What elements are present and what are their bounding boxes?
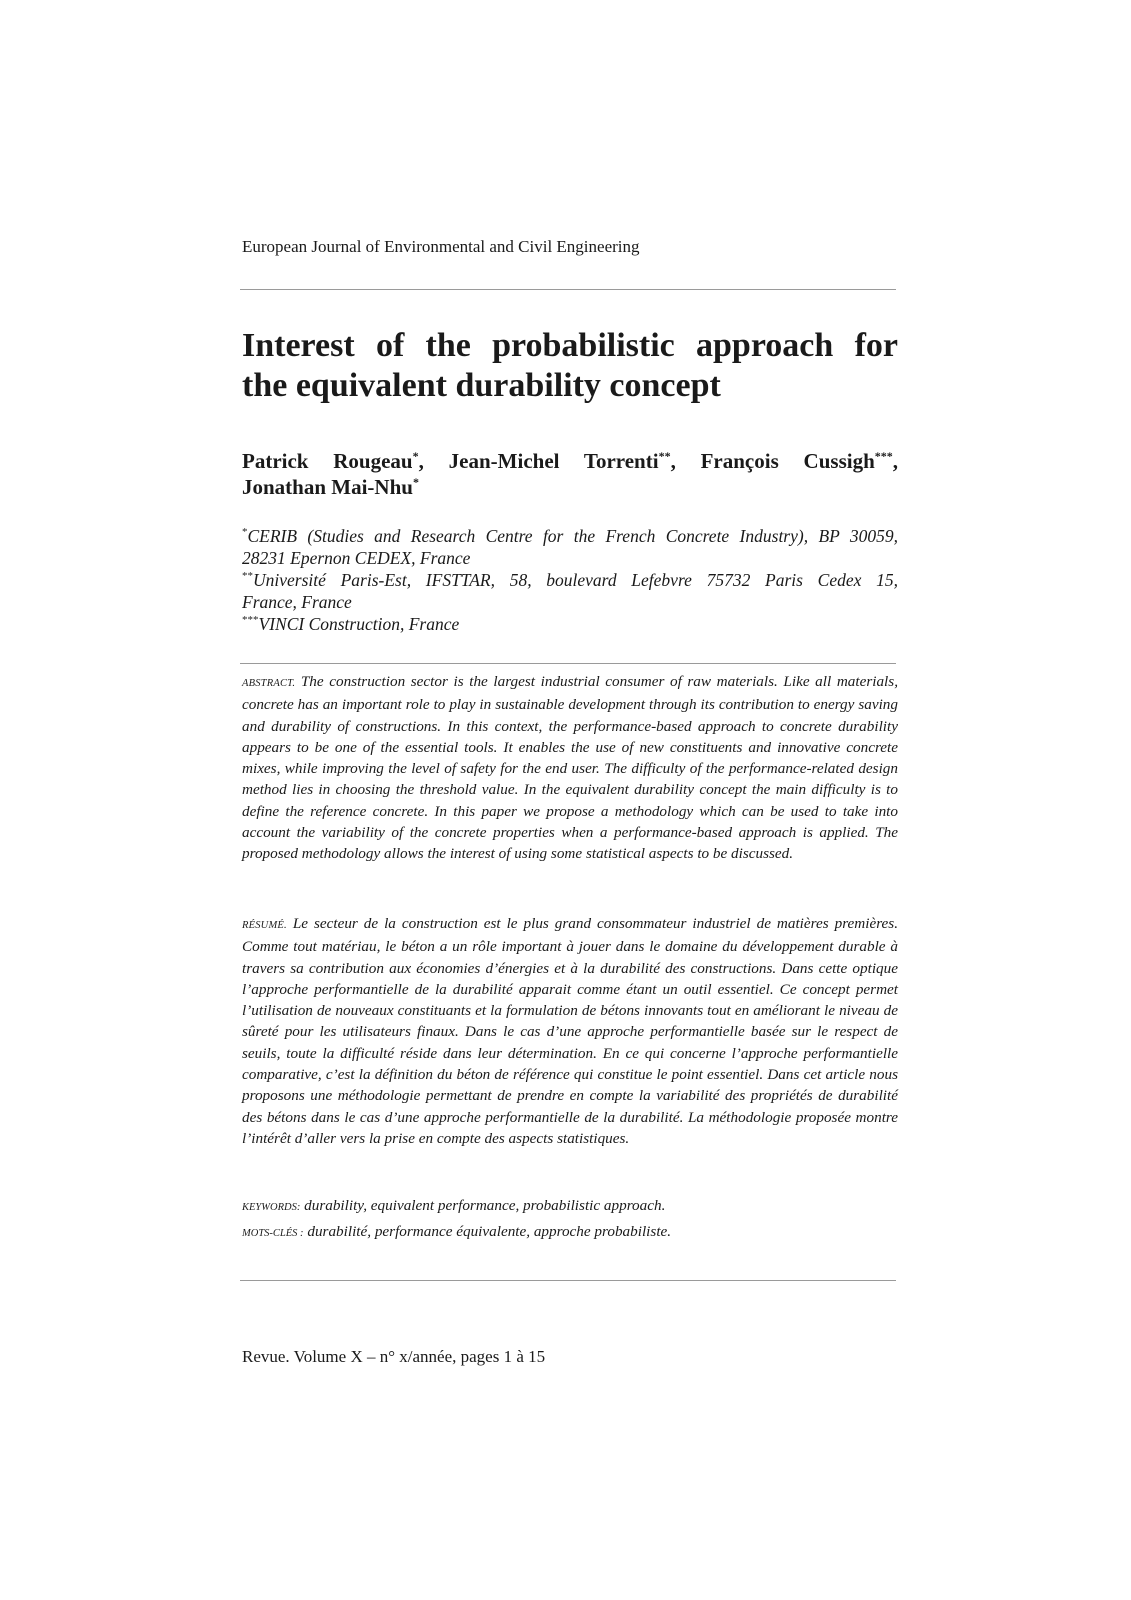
affiliations [242,525,898,635]
affiliation-2-line-2: France, France [242,592,352,612]
author-name: Jean-Michel Torrenti [448,449,659,473]
header-rule [240,289,896,290]
affiliation-1-line-2: 28231 Epernon CEDEX, France [242,548,471,568]
author-mark: * [412,449,419,463]
abstract-label: ABSTRACT. [242,678,296,689]
title-line-1: Interest of the probabilistic approach for [242,327,898,364]
author-mark: *** [874,449,893,463]
affiliation-mark: * [242,526,248,539]
affiliation-text: CERIB (Studies and Research Centre for the French Concrete Industry), BP 30059, [247,526,898,546]
author-line-1: Patrick Rougeau*, Jean-Michel Torrenti**, François Cussigh***, [242,449,899,473]
affiliation-text: Université Paris-Est, IFSTTAR, 58, boulevard Lefebvre 75732 Paris Cedex 15, [253,570,898,590]
resume-text: Le secteur de la construction est le plus grand consommateur industriel de matières premières. Comme tout matériau, le béton a un rôle important à jouer dans le domaine du développement durable à travers sa contribution aux économies d’énergies et à la durabilité des constructions. Dans cette optique l’approche performantielle de la durabilité apparait comme étant un outil essentiel. Ce concept permet l’utilisation de nouveaux constituants et la formulation de bétons innovants tout en améliorant le niveau de sûreté pour les utilisateurs finaux. Dans le cas d’une approche performantielle basée sur le respect de seuils, toute la difficulté réside dans leur détermination. En ce qui concerne l’approche performantielle comparative, c’est la définition du béton de référence qui constitue le point essentiel. Dans cet article nous proposons une méthodologie permettant de prendre en compte la variabilité des propriétés de durabilité des bétons dans le cas d’une approche performantielle de la durabilité. La méthodologie proposée montre l’intérêt d’aller vers la prise en compte des aspects statistiques. [242,915,899,1147]
keywords [242,1195,898,1218]
mots-cles-text: durabilité, performance équivalente, approche probabiliste. [307,1223,672,1240]
author-name: François Cussigh [700,449,875,473]
abstract-text: The construction sector is the largest industrial consumer of raw materials. Like all materials, concrete has an important role to play in sustainable development through its contribution to energy saving and durability of constructions. In this context, the performance-based approach to concrete durability appears to be one of the essential tools. It enables the use of new constituents and innovative concrete mixes, while improving the level of safety for the end user. The difficulty of the performance-related design method lies in choosing the threshold value. In the equivalent durability concept the main difficulty is to define the reference concrete. In this paper we propose a methodology which can be used to take into account the variability of the concrete properties when a performance-based approach is applied. The proposed methodology allows the interest of using some statistical aspects to be discussed. [242,673,898,863]
author-line-2 [242,474,898,500]
affiliation-1-line-1 [242,525,898,547]
author-name: Patrick Rougeau [242,449,413,473]
page-footer: Revue. Volume X – n° x/année, pages 1 à 15 [242,1347,546,1366]
resume [242,913,898,1149]
affiliation-text: VINCI Construction, France [258,614,460,634]
keywords-label: KEYWORDS: [242,1202,301,1213]
author-mark: * [412,475,419,489]
author-list [242,448,898,500]
keywords-text: durability, equivalent performance, probabilistic approach. [304,1197,666,1214]
title-line-2: the equivalent durability concept [242,367,721,404]
affiliation-mark: *** [242,614,259,627]
journal-header: European Journal of Environmental and Civil Engineering [242,237,640,256]
abstract-top-rule [240,663,896,664]
affiliation-mark: ** [242,570,253,583]
author-name: Jonathan Mai-Nhu [242,475,413,499]
affiliation-3-line-1 [242,613,898,635]
resume-label: RÉSUMÉ. [242,920,287,931]
abstract [242,671,898,865]
affiliation-2-line-1 [242,569,898,591]
author-mark: ** [658,449,671,463]
footer-rule [240,1280,896,1281]
mots-cles-label: MOTS-CLÉS : [242,1228,304,1239]
mots-cles [242,1221,898,1244]
paper-title [242,326,898,406]
